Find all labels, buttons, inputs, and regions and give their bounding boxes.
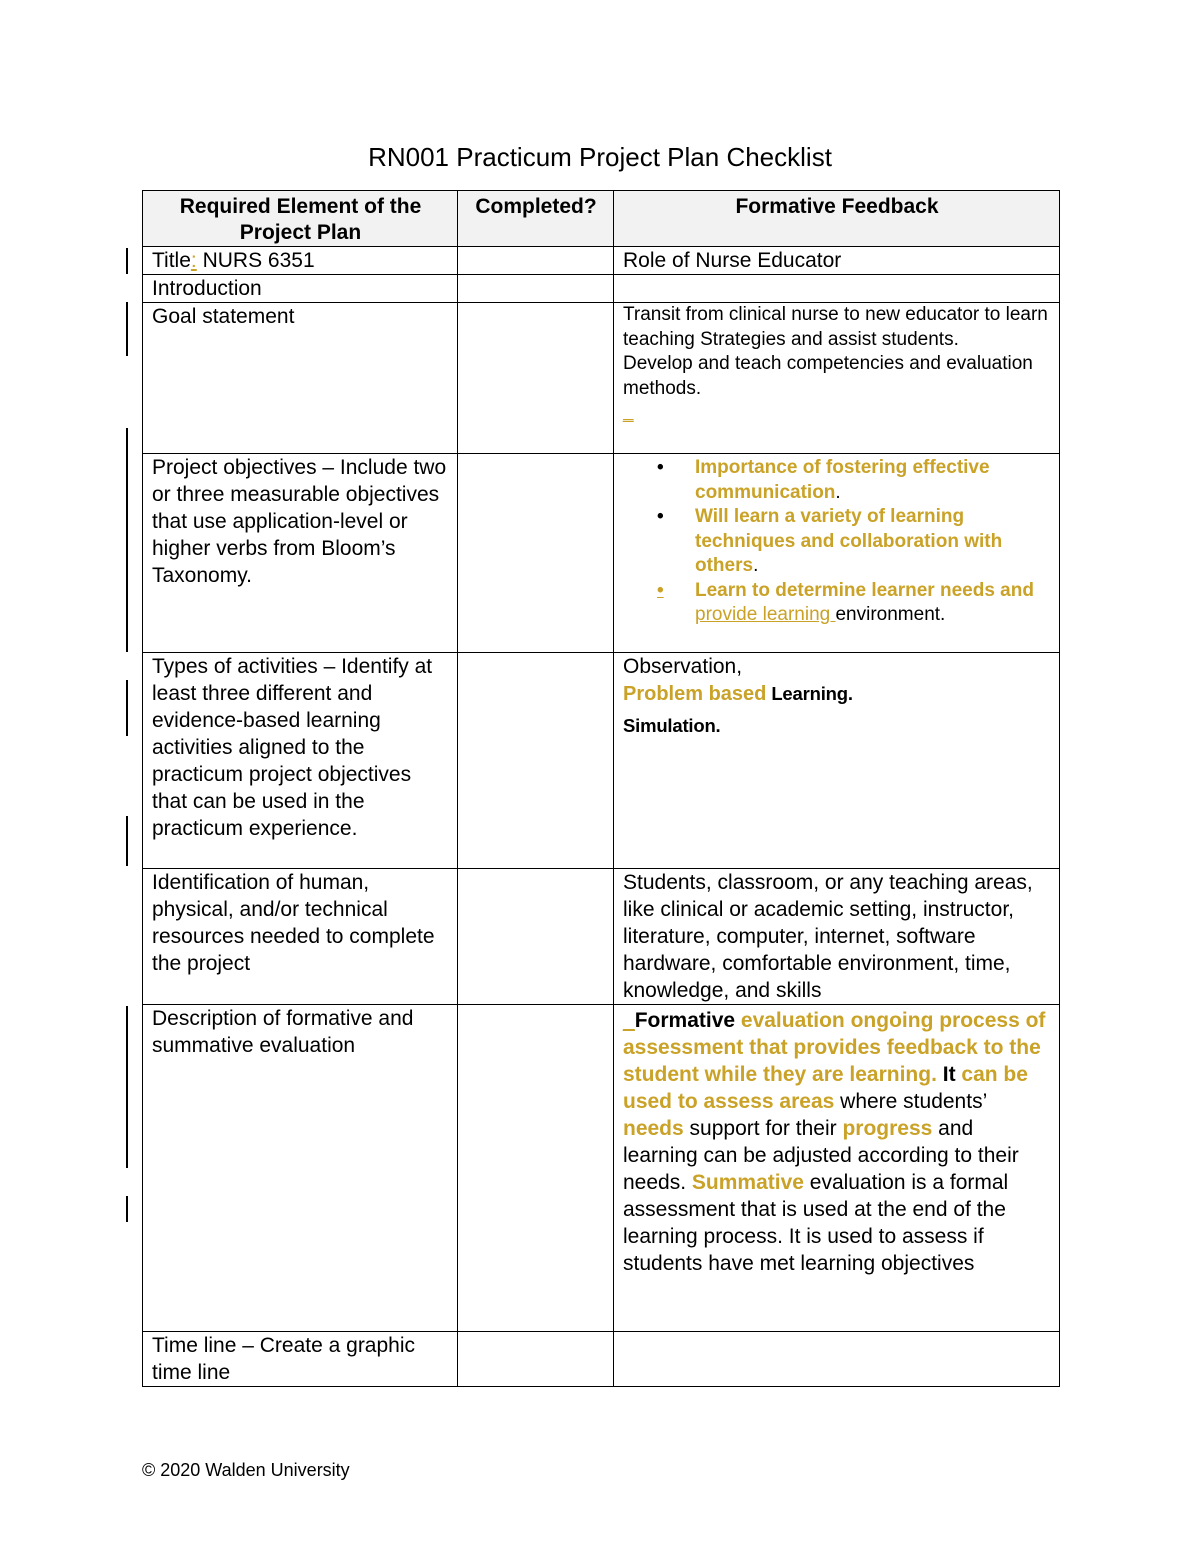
- table-row: [143, 247, 1060, 275]
- change-bar: [126, 302, 128, 356]
- feedback-cell: [614, 653, 1060, 869]
- list-item: • Will learn a variety of learning techniques and collaboration with others.: [695, 505, 1051, 579]
- course-code: NURS 6351: [196, 249, 315, 272]
- element-cell: Description of formative and summative evaluation: [143, 1005, 458, 1332]
- header-completed: Completed?: [458, 191, 614, 247]
- element-label: Title: [152, 249, 191, 272]
- completed-cell[interactable]: [458, 454, 614, 653]
- header-formative-feedback: Formative Feedback: [614, 191, 1060, 247]
- completed-cell[interactable]: [458, 869, 614, 1005]
- table-row: [143, 869, 1060, 1005]
- completed-cell[interactable]: [458, 275, 614, 303]
- objectives-list: [623, 456, 1051, 628]
- checklist-table: [142, 190, 1060, 1387]
- change-bar: [126, 816, 128, 866]
- feedback-cell: [614, 454, 1060, 653]
- feedback-cell: Role of Nurse Educator: [614, 247, 1060, 275]
- change-bar: [126, 248, 128, 274]
- change-bar: [126, 1006, 128, 1168]
- table-row: [143, 653, 1060, 869]
- table-row: [143, 275, 1060, 303]
- feedback-line: Simulation.: [623, 715, 721, 736]
- list-item: • Learn to determine learner needs and provide learning environment.: [695, 579, 1051, 628]
- element-cell: Identification of human, physical, and/or technical resources needed to complete the project: [143, 869, 458, 1005]
- feedback-cell: Students, classroom, or any teaching areas, like clinical or academic setting, instructor, literature, computer, internet, software hardware, comfortable environment, time, knowledge, and skills: [614, 869, 1060, 1005]
- feedback-line: Problem based Learning.: [623, 683, 853, 705]
- list-item: • Importance of fostering effective communication.: [695, 456, 1051, 505]
- feedback-line: Observation,: [623, 655, 743, 678]
- copyright-footer: © 2020 Walden University: [142, 1460, 350, 1480]
- feedback-cell: _Formative evaluation ongoing process of assessment that provides feedback to the student while they are learning. It can be used to assess areas where students’ needs support for their progress and learning can be adjusted according to their needs. Summative evaluation is a formal assessment that is used at the end of the learning process. It is used to assess if students have met learning objectives: [614, 1005, 1060, 1332]
- feedback-paragraph: Transit from clinical nurse to new educator to learn teaching Strategies and assist students.: [623, 304, 1048, 350]
- change-bar: [126, 680, 128, 736]
- feedback-paragraph: Develop and teach competencies and evaluation methods.: [623, 353, 1033, 399]
- feedback-cell: [614, 275, 1060, 303]
- feedback-cell: [614, 303, 1060, 454]
- completed-cell[interactable]: [458, 1332, 614, 1387]
- revision-mark: :: [190, 249, 197, 272]
- table-row: [143, 454, 1060, 653]
- page-title: RN001 Practicum Project Plan Checklist: [368, 142, 832, 172]
- element-cell: [143, 247, 458, 275]
- revision-mark: _: [623, 402, 634, 423]
- element-cell: Types of activities – Identify at least three different and evidence-based learning activities aligned to the practicum project objectives that can be used in the practicum experience.: [143, 653, 458, 869]
- element-cell: Project objectives – Include two or three measurable objectives that use application-level or higher verbs from Bloom’s Taxonomy.: [143, 454, 458, 653]
- element-cell: Time line – Create a graphic time line: [143, 1332, 458, 1387]
- table-header-row: [143, 191, 1060, 247]
- element-cell: Introduction: [143, 275, 458, 303]
- completed-cell[interactable]: [458, 247, 614, 275]
- change-bar: [126, 1196, 128, 1222]
- completed-cell[interactable]: [458, 1005, 614, 1332]
- feedback-cell: [614, 1332, 1060, 1387]
- header-required-element: Required Element of the Project Plan: [143, 191, 458, 247]
- table-row: [143, 1332, 1060, 1387]
- table-row: [143, 1005, 1060, 1332]
- element-cell: Goal statement: [143, 303, 458, 454]
- completed-cell[interactable]: [458, 303, 614, 454]
- change-bar: [126, 428, 128, 652]
- completed-cell[interactable]: [458, 653, 614, 869]
- table-row: [143, 303, 1060, 454]
